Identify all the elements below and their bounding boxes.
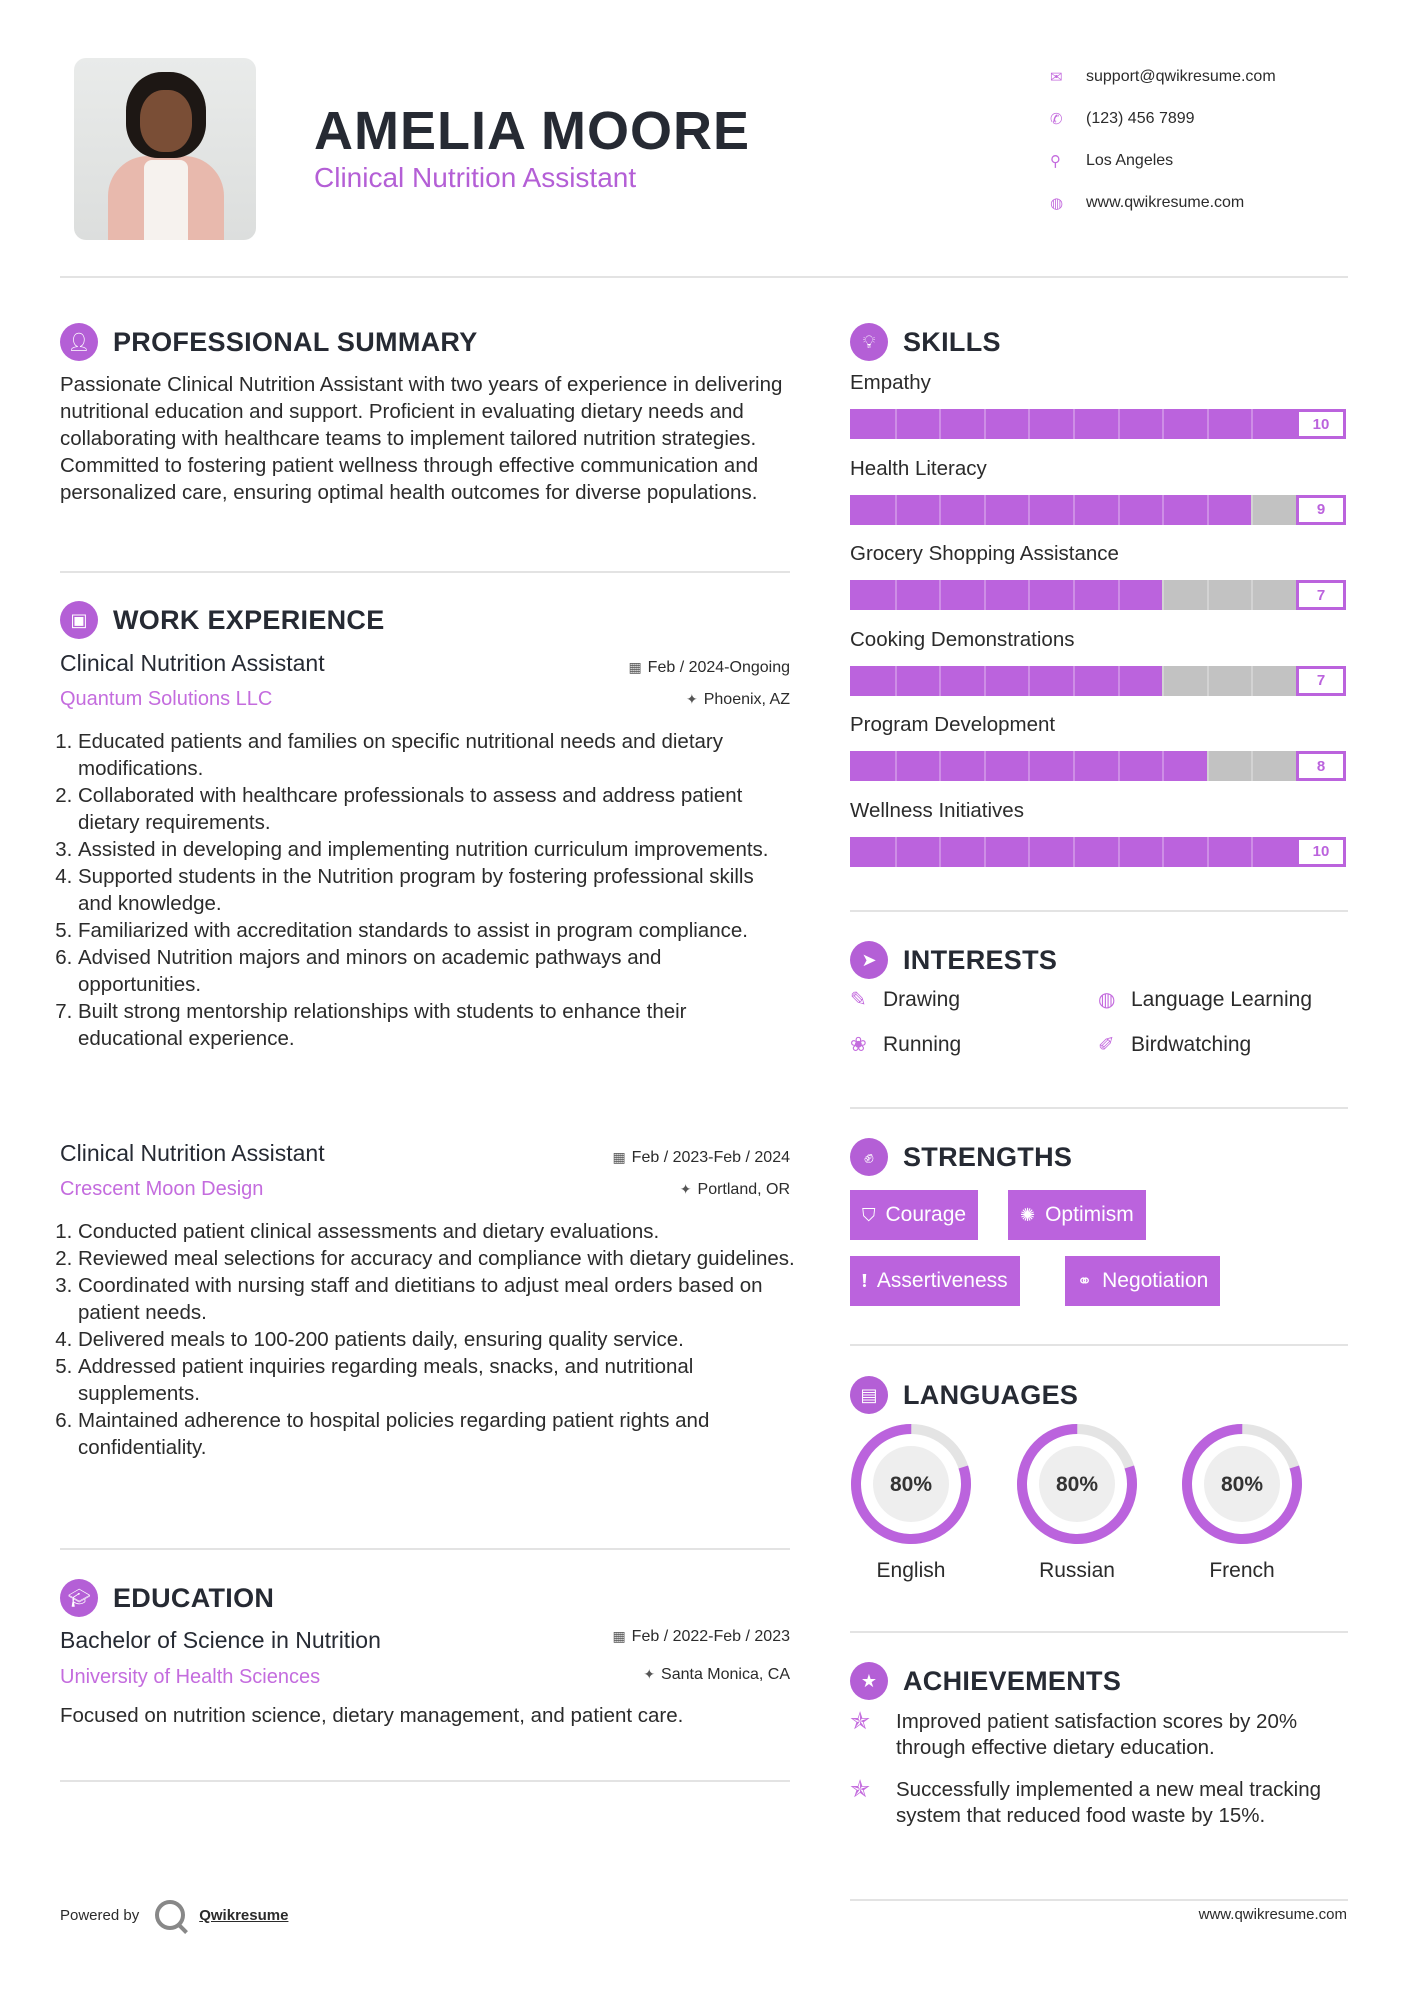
- strength-assertiveness: ❗︎ Assertiveness: [850, 1256, 1020, 1306]
- list-item: 1. Educated patients and families on specific nutritional needs and dietary modifications.: [78, 728, 790, 782]
- education-heading: 🎓︎ EDUCATION: [60, 1579, 274, 1617]
- list-item: 5. Familiarized with accreditation standards to assist in program compliance.: [78, 917, 790, 944]
- skill-bar-segment: [1162, 666, 1164, 696]
- skill-bar-segment: [1118, 837, 1120, 867]
- handshake-icon: ⚭: [1077, 1270, 1093, 1291]
- skill-bar-segment: [1251, 580, 1253, 610]
- skill-bar-fill: [850, 495, 1251, 525]
- skill-level-badge: 8: [1296, 751, 1346, 781]
- star-icon: ✯: [850, 1708, 871, 1735]
- skill-bar: [850, 751, 1346, 781]
- languages-heading: ▤ LANGUAGES: [850, 1376, 1078, 1414]
- sun-icon: ✺: [1020, 1204, 1036, 1225]
- work-divider: [60, 1548, 790, 1550]
- skill-name: Program Development: [850, 713, 1056, 736]
- footer-powered-by: Powered by Qwikresume: [60, 1900, 288, 1930]
- list-item: 6. Advised Nutrition majors and minors on academic pathways and opportunities.: [78, 944, 790, 998]
- achievement-item: ✯ Successfully implemented a new meal tracking system that reduced food waste by 15%.: [850, 1776, 1321, 1827]
- globe-icon: ◍: [1098, 989, 1116, 1011]
- skill-bar-fill: [850, 666, 1162, 696]
- education-description: Focused on nutrition science, dietary management, and patient care.: [60, 1704, 684, 1727]
- interests-divider: [850, 1107, 1348, 1109]
- skill-bar-segment: [1162, 751, 1164, 781]
- skill-bar-segment: [1207, 409, 1209, 439]
- interest-drawing: ✎ Drawing: [850, 987, 961, 1011]
- edit-icon: ✐: [1098, 1034, 1115, 1056]
- skill-bar-segment: [1028, 580, 1030, 610]
- skill-bar-segment: [1118, 495, 1120, 525]
- skill-bar: [850, 666, 1346, 696]
- list-item: 6. Maintained adherence to hospital policies regarding patient rights and confidentiality.: [78, 1407, 798, 1461]
- contact-website[interactable]: ◍ www.qwikresume.com: [1050, 194, 1245, 212]
- skill-bar-segment: [1073, 837, 1075, 867]
- skill-level-badge: 10: [1296, 837, 1346, 867]
- skill-name: Health Literacy: [850, 456, 987, 480]
- profile-photo: [74, 58, 256, 240]
- interests-heading: ➤ INTERESTS: [850, 941, 1057, 979]
- skill-bar-segment: [939, 580, 941, 610]
- achievements-divider: [850, 1899, 1348, 1901]
- language-name: French: [1209, 1559, 1275, 1582]
- strengths-heading: ✊︎ STRENGTHS: [850, 1138, 1072, 1176]
- skill-bar-segment: [1207, 837, 1209, 867]
- list-item: 2. Collaborated with healthcare professionals to assess and address patient dietary requirements.: [78, 782, 790, 836]
- skill-bar-segment: [939, 409, 941, 439]
- skill-bar: [850, 495, 1346, 525]
- language-percent: 80%: [1220, 1473, 1264, 1496]
- education-date: ▦ Feb / 2022-Feb / 2023: [612, 1628, 790, 1645]
- skill-bar-segment: [895, 495, 897, 525]
- skill-bar-segment: [1251, 409, 1253, 439]
- calendar-icon: ▦: [628, 659, 642, 675]
- skill-bar-segment: [1162, 580, 1164, 610]
- pin-icon: ✦: [685, 691, 698, 707]
- job-1-date: ▦ Feb / 2024-Ongoing: [628, 659, 790, 676]
- skill-bar-segment: [939, 751, 941, 781]
- paper-plane-icon: ➤: [850, 941, 888, 979]
- job-2-date: ▦ Feb / 2023-Feb / 2024: [612, 1149, 790, 1166]
- trophy-icon: ★: [850, 1662, 888, 1700]
- pencil-icon: ✎: [850, 989, 867, 1011]
- contact-email[interactable]: ✉ support@qwikresume.com: [1050, 68, 1276, 86]
- skill-bar-segment: [1207, 495, 1209, 525]
- job-2-company: Crescent Moon Design: [60, 1178, 264, 1200]
- skill-bar-segment: [1251, 837, 1253, 867]
- skill-bar-segment: [1251, 495, 1253, 525]
- list-item: 4. Supported students in the Nutrition program by fostering professional skills and knowledge.: [78, 863, 790, 917]
- skill-bar: [850, 409, 1346, 439]
- candidate-title: Clinical Nutrition Assistant: [314, 162, 637, 193]
- list-item: 2. Reviewed meal selections for accuracy and compliance with dietary guidelines.: [78, 1245, 798, 1272]
- envelope-icon: ✉: [1050, 69, 1063, 86]
- interest-birdwatching: ✐ Birdwatching: [1098, 1032, 1252, 1056]
- skill-name: Empathy: [850, 371, 931, 394]
- list-item: 3. Coordinated with nursing staff and dietitians to adjust meal orders based on patient needs.: [78, 1272, 798, 1326]
- skill-bar-segment: [939, 837, 941, 867]
- work-heading: ▣ WORK EXPERIENCE: [60, 601, 385, 639]
- job-2-duties: [60, 1218, 798, 1461]
- language-percent: 80%: [889, 1473, 933, 1496]
- shield-icon: ⛉: [862, 1204, 876, 1225]
- skill-bar-segment: [1028, 666, 1030, 696]
- skill-bar-segment: [895, 751, 897, 781]
- paw-icon: ❀: [850, 1034, 867, 1056]
- skill-bar-segment: [1028, 495, 1030, 525]
- skill-bar: [850, 580, 1346, 610]
- skill-level-badge: 7: [1296, 580, 1346, 610]
- language-ring: [1181, 1423, 1303, 1545]
- job-2-title: Clinical Nutrition Assistant: [60, 1140, 325, 1166]
- languages-divider: [850, 1631, 1348, 1633]
- contact-location: ⚲ Los Angeles: [1050, 152, 1174, 170]
- summary-divider: [60, 571, 790, 573]
- skill-bar-segment: [1207, 580, 1209, 610]
- job-1-duties: [60, 728, 790, 1052]
- skill-name: Wellness Initiatives: [850, 798, 1024, 822]
- skill-level-badge: 7: [1296, 666, 1346, 696]
- job-1-company: Quantum Solutions LLC: [60, 688, 273, 710]
- strengths-divider: [850, 1344, 1348, 1346]
- skill-bar-segment: [1251, 666, 1253, 696]
- education-degree: Bachelor of Science in Nutrition: [60, 1627, 381, 1653]
- skill-bar-segment: [939, 666, 941, 696]
- job-2-location: ✦ Portland, OR: [679, 1181, 790, 1198]
- phone-icon: ✆: [1050, 111, 1063, 128]
- calendar-icon: ▦: [612, 1628, 626, 1644]
- skill-bar-segment: [1118, 751, 1120, 781]
- briefcase-icon: ▣: [60, 601, 98, 639]
- user-icon: 👤︎: [60, 323, 98, 361]
- skill-bar-segment: [984, 837, 986, 867]
- skill-bar-segment: [1162, 495, 1164, 525]
- skills-divider: [850, 910, 1348, 912]
- qwikresume-link[interactable]: Qwikresume: [199, 1906, 289, 1924]
- list-item: 5. Addressed patient inquiries regarding meals, snacks, and nutritional supplements.: [78, 1353, 798, 1407]
- skill-level-badge: 10: [1296, 409, 1346, 439]
- skill-bar-segment: [1073, 495, 1075, 525]
- skill-name: Cooking Demonstrations: [850, 627, 1075, 651]
- calendar-icon: ▦: [612, 1149, 626, 1165]
- strength-courage: ⛉ Courage: [850, 1190, 978, 1240]
- graduation-icon: 🎓︎: [60, 1579, 98, 1617]
- skill-bar-segment: [1162, 837, 1164, 867]
- star-icon: ✯: [850, 1776, 871, 1803]
- lightbulb-icon: 💡︎: [850, 323, 888, 361]
- list-item: 7. Built strong mentorship relationships with students to enhance their educational experience.: [78, 998, 790, 1052]
- skill-bar-segment: [1118, 666, 1120, 696]
- skill-bar-segment: [1118, 409, 1120, 439]
- language-icon: ▤: [850, 1376, 888, 1414]
- skill-name: Grocery Shopping Assistance: [850, 542, 1119, 565]
- skill-bar-segment: [1251, 751, 1253, 781]
- education-divider: [60, 1780, 790, 1782]
- pin-icon: ✦: [643, 1666, 656, 1682]
- skill-bar-segment: [1073, 666, 1075, 696]
- skill-bar-segment: [1162, 409, 1164, 439]
- list-item: 1. Conducted patient clinical assessments and dietary evaluations.: [78, 1218, 798, 1245]
- strength-negotiation: ⚭ Negotiation: [1065, 1256, 1220, 1306]
- skill-bar-segment: [1028, 751, 1030, 781]
- language-ring: [850, 1423, 972, 1545]
- qwikresume-logo-icon: [155, 1900, 185, 1930]
- strength-optimism: ✺ Optimism: [1008, 1190, 1146, 1240]
- interest-language-learning: ◍ Language Learning: [1098, 987, 1313, 1011]
- skill-bar-segment: [895, 837, 897, 867]
- globe-icon: ◍: [1050, 195, 1064, 212]
- skill-bar-segment: [1028, 837, 1030, 867]
- pin-icon: ✦: [679, 1181, 692, 1197]
- language-name: Russian: [1039, 1559, 1115, 1582]
- map-pin-icon: ⚲: [1050, 153, 1061, 170]
- skill-bar-segment: [984, 751, 986, 781]
- skill-level-badge: 9: [1296, 495, 1346, 525]
- header-divider: [60, 276, 1348, 278]
- skill-bar-segment: [984, 409, 986, 439]
- exclamation-icon: ❗︎: [862, 1270, 867, 1291]
- language-ring: [1016, 1423, 1138, 1545]
- achievements-heading: ★ ACHIEVEMENTS: [850, 1662, 1121, 1700]
- skill-bar-segment: [1073, 409, 1075, 439]
- skill-bar-segment: [1207, 751, 1209, 781]
- education-location: ✦ Santa Monica, CA: [643, 1666, 790, 1683]
- skill-bar-segment: [895, 580, 897, 610]
- skill-bar-segment: [1073, 580, 1075, 610]
- skill-bar-segment: [1118, 580, 1120, 610]
- achievement-item: ✯ Improved patient satisfaction scores by 20% through effective dietary education.: [850, 1708, 1298, 1759]
- education-school: University of Health Sciences: [60, 1666, 321, 1688]
- skill-bar-segment: [1073, 751, 1075, 781]
- skill-bar-segment: [939, 495, 941, 525]
- skill-bar-segment: [1028, 409, 1030, 439]
- skill-bar-segment: [984, 580, 986, 610]
- fist-icon: ✊︎: [850, 1138, 888, 1176]
- footer-url[interactable]: www.qwikresume.com: [1198, 1906, 1347, 1923]
- candidate-name: AMELIA MOORE: [314, 101, 750, 161]
- skill-bar-segment: [984, 666, 986, 696]
- skill-bar-segment: [895, 666, 897, 696]
- summary-heading: 👤︎ PROFESSIONAL SUMMARY: [60, 323, 478, 361]
- skill-bar-segment: [984, 495, 986, 525]
- summary-text: Passionate Clinical Nutrition Assistant with two years of experience in delivering nutritional education and support. Proficient in evaluating dietary needs and collaborating with healthcare teams to implement tailored nutrition strategies. Committed to fostering patient wellness through effective communication and personalized care, ensuring optimal health outcomes for diverse populations.: [60, 373, 783, 504]
- skill-bar-segment: [1207, 666, 1209, 696]
- skills-heading: 💡︎ SKILLS: [850, 323, 1001, 361]
- skill-bar-fill: [850, 580, 1162, 610]
- job-1-title: Clinical Nutrition Assistant: [60, 650, 325, 676]
- contact-phone[interactable]: ✆ (123) 456 7899: [1050, 110, 1195, 128]
- language-name: English: [876, 1559, 946, 1582]
- list-item: 4. Delivered meals to 100-200 patients daily, ensuring quality service.: [78, 1326, 798, 1353]
- skill-bar: [850, 837, 1346, 867]
- list-item: 3. Assisted in developing and implementing nutrition curriculum improvements.: [78, 836, 790, 863]
- contact-list: [1050, 56, 1276, 224]
- interest-running: ❀ Running: [850, 1032, 962, 1056]
- language-percent: 80%: [1055, 1473, 1099, 1496]
- job-1-location: ✦ Phoenix, AZ: [685, 691, 790, 708]
- skill-bar-segment: [895, 409, 897, 439]
